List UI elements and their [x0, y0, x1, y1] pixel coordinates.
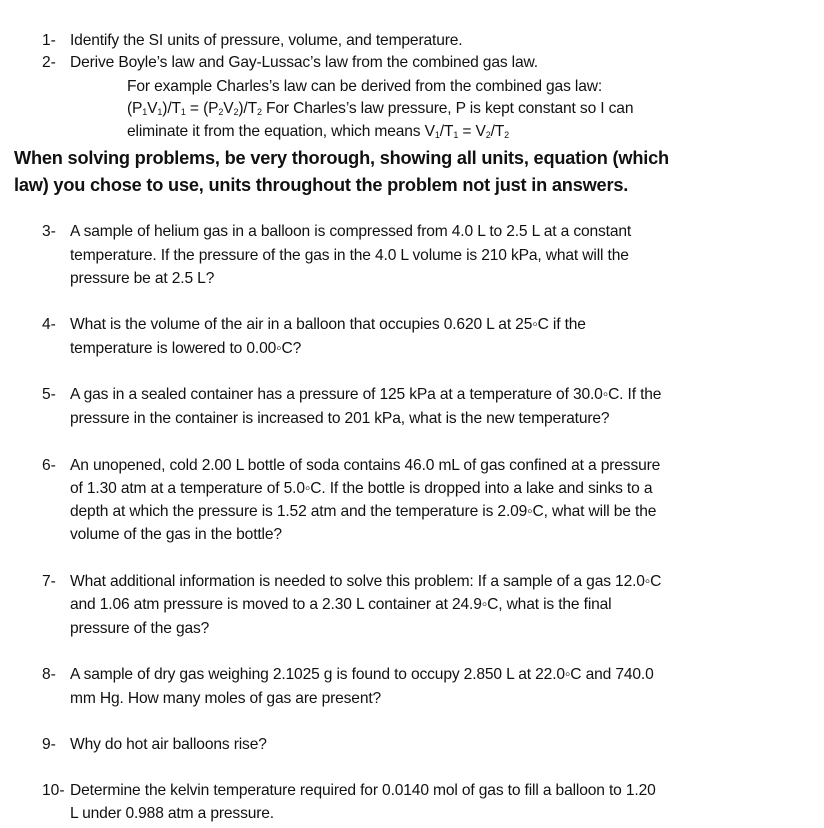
problem-number-10: 10- [42, 782, 65, 799]
item-number-1: 1- [42, 32, 56, 49]
item-1-text: Identify the SI units of pressure, volume, and temperature. [70, 32, 463, 49]
problem-number-9: 9- [42, 736, 56, 753]
problem-4-line: What is the volume of the air in a balloon that occupies 0.620 L at 25◦C if the [70, 316, 586, 333]
problem-3-line: pressure be at 2.5 L? [70, 270, 215, 287]
problem-number-3: 3- [42, 223, 56, 240]
example-line-1: For example Charles’s law can be derived from the combined gas law: [127, 78, 603, 95]
problem-7-line: and 1.06 atm pressure is moved to a 2.30 L container at 24.9◦C, what is the final [70, 596, 612, 613]
item-2-text: Derive Boyle’s law and Gay-Lussac’s law from the combined gas law. [70, 54, 538, 71]
problem-6-line: depth at which the pressure is 1.52 atm and the temperature is 2.09◦C, what will be the [70, 503, 657, 520]
problem-4-line: temperature is lowered to 0.00◦C? [70, 340, 302, 357]
problem-6-line: volume of the gas in the bottle? [70, 526, 282, 543]
problem-8-line: mm Hg. How many moles of gas are present? [70, 690, 382, 707]
problem-number-8: 8- [42, 666, 56, 683]
problem-5-line: A gas in a sealed container has a pressure of 125 kPa at a temperature of 30.0◦C. If the [70, 386, 662, 403]
problem-number-6: 6- [42, 457, 56, 474]
item-number-2: 2- [42, 54, 56, 71]
problem-number-7: 7- [42, 573, 56, 590]
problem-3-line: A sample of helium gas in a balloon is compressed from 4.0 L to 2.5 L at a constant [70, 223, 632, 240]
problem-3-line: temperature. If the pressure of the gas in the 4.0 L volume is 210 kPa, what will the [70, 247, 629, 264]
problem-6-line: of 1.30 atm at a temperature of 5.0◦C. If the bottle is dropped into a lake and sinks to a [70, 480, 653, 497]
instruction-line-2: law) you chose to use, units throughout the problem not just in answers. [14, 175, 629, 195]
problem-8-line: A sample of dry gas weighing 2.1025 g is found to occupy 2.850 L at 22.0◦C and 740.0 [70, 666, 654, 683]
problem-5-line: pressure in the container is increased to 201 kPa, what is the new temperature? [70, 410, 610, 427]
problem-9-line: Why do hot air balloons rise? [70, 736, 267, 753]
example-line-2: $(P_1V_1)/T_1 = (P_2V_2)/T_2$ For Charles’s law pressure, P is kept constant so I can [127, 100, 634, 117]
problem-6-line: An unopened, cold 2.00 L bottle of soda contains 46.0 mL of gas confined at a pressure [70, 457, 661, 474]
problem-7-line: pressure of the gas? [70, 620, 210, 637]
problem-10-line: L under 0.988 atm a pressure. [70, 805, 274, 822]
problem-number-5: 5- [42, 386, 56, 403]
instruction-line-1: When solving problems, be very thorough, showing all units, equation (which [14, 148, 669, 168]
problem-number-4: 4- [42, 316, 56, 333]
problem-10-line: Determine the kelvin temperature required for 0.0140 mol of gas to fill a balloon to 1.20 [70, 782, 656, 799]
problem-7-line: What additional information is needed to solve this problem: If a sample of a gas 12.0◦C [70, 573, 662, 590]
example-line-3: eliminate it from the equation, which means $V_1/T_1 = V_2/T_2$ [127, 123, 510, 140]
